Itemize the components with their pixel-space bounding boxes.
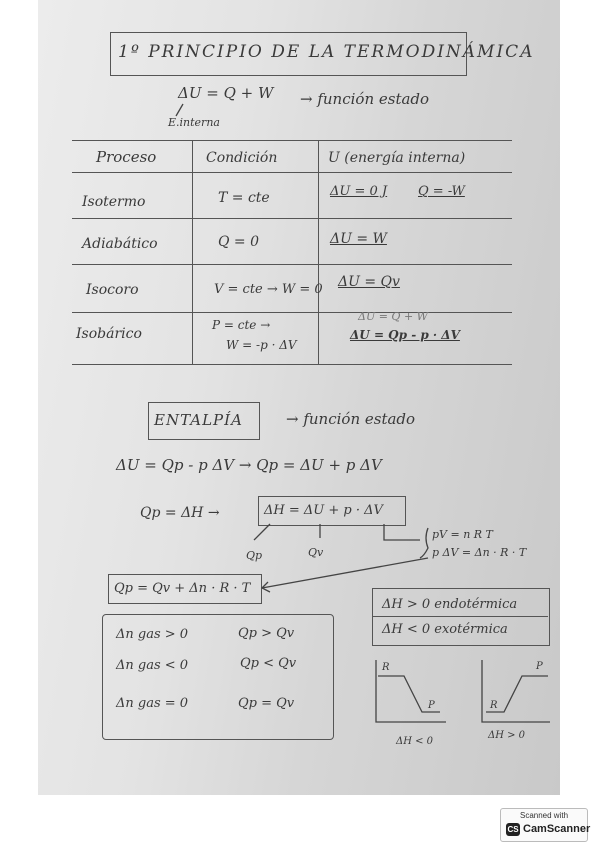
first-law-equation: ΔU = Q + W	[178, 84, 274, 102]
qv-label: Qv	[308, 546, 324, 559]
qp-arrow	[254, 524, 270, 540]
entalpia-label: ENTALPÍA	[154, 411, 243, 429]
entalpia-equation-2-box: ΔH = ΔU + p · ΔV	[264, 503, 383, 518]
gas-case-left: Δn gas = 0	[116, 696, 189, 711]
reaction-exotermica: ΔH < 0 exotérmica	[382, 622, 508, 637]
energy-isobarico: ΔU = Qp - p · ΔV	[350, 328, 460, 342]
camscanner-brand: CamScanner	[523, 823, 591, 835]
result-arrow	[262, 558, 428, 588]
qp-label: Qp	[246, 549, 263, 562]
internal-energy-arrow	[176, 104, 183, 116]
graph-1-products: P	[428, 700, 435, 711]
table-header-energy: U (energía interna)	[328, 150, 466, 166]
energy-isocoro: ΔU = Qv	[338, 274, 400, 290]
process-isotermo: Isotermo	[82, 194, 146, 210]
pv-connector	[384, 524, 420, 540]
energy-adiabatico: ΔU = W	[330, 231, 387, 247]
condition-isobarico: P = cte →	[212, 318, 271, 332]
process-adiabatico: Adiabático	[82, 236, 158, 252]
graph-2-products: P	[536, 661, 543, 672]
entalpia-equation-1: ΔU = Qp - p ΔV → Qp = ΔU + p ΔV	[116, 456, 382, 474]
process-isobarico: Isobárico	[76, 326, 142, 342]
table-header-condition: Condición	[206, 150, 278, 166]
energy-extra-isobarico: ΔU = Q + W	[358, 310, 428, 323]
condition-isotermo: T = cte	[218, 190, 270, 206]
entalpia-note: → función estado	[286, 410, 416, 428]
scanned-with-label: Scanned with	[519, 811, 569, 820]
reaction-endotermica: ΔH > 0 endotérmica	[382, 597, 518, 612]
camscanner-logo-icon: CS	[507, 825, 519, 834]
graph-1-caption: ΔH < 0	[396, 736, 434, 747]
camscanner-badge	[500, 808, 591, 842]
gas-case-left: Δn gas > 0	[116, 627, 189, 642]
graph-2-caption: ΔH > 0	[488, 730, 526, 741]
graph-2-curve	[486, 676, 548, 712]
condition-isocoro: V = cte → W = 0	[214, 282, 323, 297]
energy-extra-isotermo: Q = -W	[418, 184, 465, 199]
page-title: 1º PRINCIPIO DE LA TERMODINÁMICA	[118, 42, 535, 62]
condition-isobarico-work: W = -p · ΔV	[226, 338, 297, 352]
gas-case-right: Qp < Qv	[240, 656, 297, 671]
table-header-process: Proceso	[96, 148, 157, 166]
pressure-volume-equation: p ΔV = Δn · R · T	[432, 546, 527, 559]
gas-case-left: Δn gas < 0	[116, 658, 189, 673]
process-isocoro: Isocoro	[86, 282, 139, 298]
condition-adiabatico: Q = 0	[218, 234, 260, 250]
result-equation: Qp = Qv + Δn · R · T	[114, 581, 251, 596]
graph-2-reactants: R	[490, 700, 498, 711]
graph-1-reactants: R	[382, 662, 390, 673]
graph-2-axes	[482, 660, 550, 722]
internal-energy-note: E.interna	[168, 116, 220, 129]
pv-brace	[420, 528, 428, 558]
energy-isotermo: ΔU = 0 J	[330, 184, 388, 199]
first-law-note: → función estado	[300, 90, 430, 108]
gas-case-right: Qp > Qv	[238, 626, 295, 641]
entalpia-equation-2-left: Qp = ΔH →	[140, 505, 220, 521]
graph-1-curve	[378, 676, 440, 712]
gas-case-right: Qp = Qv	[238, 696, 295, 711]
ideal-gas-equation: pV = n R T	[432, 528, 493, 541]
